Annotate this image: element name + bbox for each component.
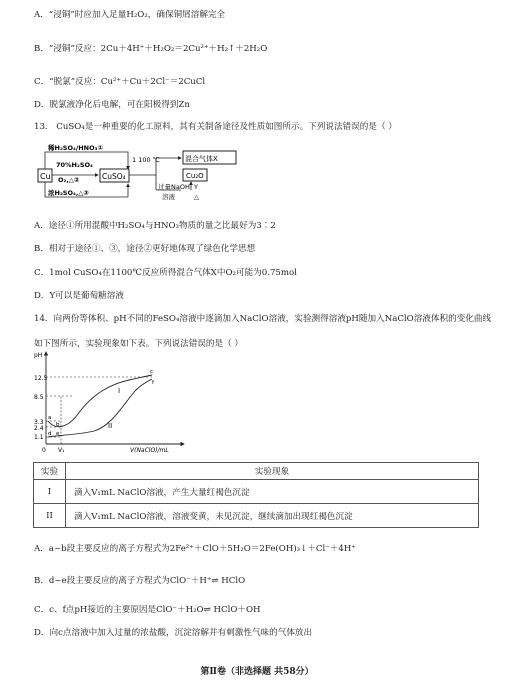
curve-i-label: I: [118, 387, 121, 395]
route2-label-top: 70%H₂SO₄: [56, 161, 93, 169]
q14-option-d: D．向c点溶液中加入过量的浓盐酸，沉淀溶解并有刺激性气味的气体放出: [34, 628, 313, 638]
table-cell-phenomenon: 滴入V₁mL NaClO溶液，溶液变黄，未见沉淀，继续滴加出现红褐色沉淀: [66, 504, 479, 528]
v1-label: V₁: [58, 447, 65, 454]
point-b-label: b: [56, 422, 60, 428]
curve-ii-label: II: [108, 422, 113, 430]
point-f-label: f: [152, 380, 154, 386]
heat-label: △: [194, 193, 199, 201]
cuso4-label: CuSO₄: [102, 172, 126, 181]
table-header-phenomenon: 实验现象: [66, 463, 479, 480]
q13-option-b: B．相对于途径①、③，途径②更好地体现了绿色化学思想: [34, 244, 256, 254]
q14-option-a: A．a~b段主要反应的离子方程式为2Fe²⁺＋ClO＋5H₂O＝2Fe(OH)₃↓＋Cl⁻＋4H⁺: [34, 544, 356, 554]
ytick-2-4: 2.4: [34, 425, 44, 432]
ytick-12-5: 12.5: [34, 375, 48, 382]
point-d-label: d: [48, 431, 52, 437]
route2-label-bottom: O₂,△②: [58, 176, 80, 184]
table-header-row: [34, 463, 479, 480]
q13-stem: 13． CuSO₄是一种重要的化工原料，其有关制备途径及性质如图所示。下列说法错误的是（ ）: [34, 122, 397, 132]
ytick-1-1: 1.1: [34, 434, 44, 441]
table-row: [34, 504, 479, 528]
ytick-8-5: 8.5: [34, 394, 44, 401]
route3-label: 浓H₂SO₄,△③: [48, 189, 89, 197]
route1-label: 稀H₂SO₄/HNO₃①: [48, 144, 103, 152]
q14-ph-graph: [34, 348, 188, 458]
y-label: Y: [194, 183, 198, 191]
q14-option-c: C．c、f点pH接近的主要原因是ClO⁻＋H₂O⇌ HClO＋OH: [34, 605, 261, 615]
table-cell-experiment: II: [34, 504, 66, 528]
point-c-label: c: [150, 369, 154, 375]
point-e-label: e: [56, 431, 60, 437]
q14-results-table: [33, 462, 479, 528]
cu-label: Cu: [40, 172, 51, 181]
q13-option-d: D．Y可以是葡萄糖溶液: [34, 291, 124, 301]
point-a-label: a: [48, 415, 52, 421]
q12-option-c: C．“脱氯”反应：Cu²⁺＋Cu＋2Cl⁻＝2CuCl: [34, 77, 206, 87]
solution-label: 溶液: [162, 193, 175, 201]
q12-option-b: B．“浸铜”反应：2Cu＋4H⁺＋H₂O₂＝2Cu²⁺＋H₂↑＋2H₂O: [34, 44, 268, 54]
x-axis-label: V(NaClO)/mL: [130, 447, 169, 454]
table-cell-phenomenon: 滴入V₁mL NaClO溶液，产生大量红褐色沉淀: [66, 480, 479, 504]
q12-option-d: D．脱氯液净化后电解，可在阳极得到Zn: [34, 100, 190, 110]
cu2o-label: Cu₂O: [186, 172, 204, 180]
q13-option-a: A．途径①所用混酸中H₂SO₄与HNO₃物质的量之比最好为3∶2: [34, 221, 276, 231]
naoh-label: 过量NaOH: [158, 183, 190, 191]
q14-stem: 14．向两份等体积、pH不同的FeSO₄溶液中逐滴加入NaClO溶液，实验测得溶液pH随加入NaClO溶液体积的变化曲线如下图所示，实验现象如下表。下列说法错误的是（ ）: [34, 314, 492, 349]
curve-i: [48, 375, 152, 427]
q14-option-b: B．d~e段主要反应的离子方程式为ClO⁻＋H⁺⇌ HClO: [34, 576, 246, 586]
ytick-3-3: 3.3: [34, 419, 44, 426]
q13-option-c: C．1mol CuSO₄在1100℃反应所得混合气体X中O₂可能为0.75mol: [34, 268, 297, 278]
y-axis-label: pH: [34, 352, 43, 359]
q12-option-a: A．“浸铜”时应加入足量H₂O₂，确保铜屑溶解完全: [34, 10, 226, 20]
origin-label: 0: [42, 447, 46, 454]
gas-x-label: 混合气体X: [185, 155, 218, 163]
curve-ii: [48, 379, 152, 437]
table-header-experiment: 实验: [34, 463, 66, 480]
table-cell-experiment: I: [34, 480, 66, 504]
temp-label: 1 100 ℃: [132, 156, 160, 164]
table-row: [34, 480, 479, 504]
q13-scheme-diagram: [36, 144, 246, 202]
section-footer-title: 第Ⅱ卷（非选择题 共58分）: [200, 667, 314, 677]
